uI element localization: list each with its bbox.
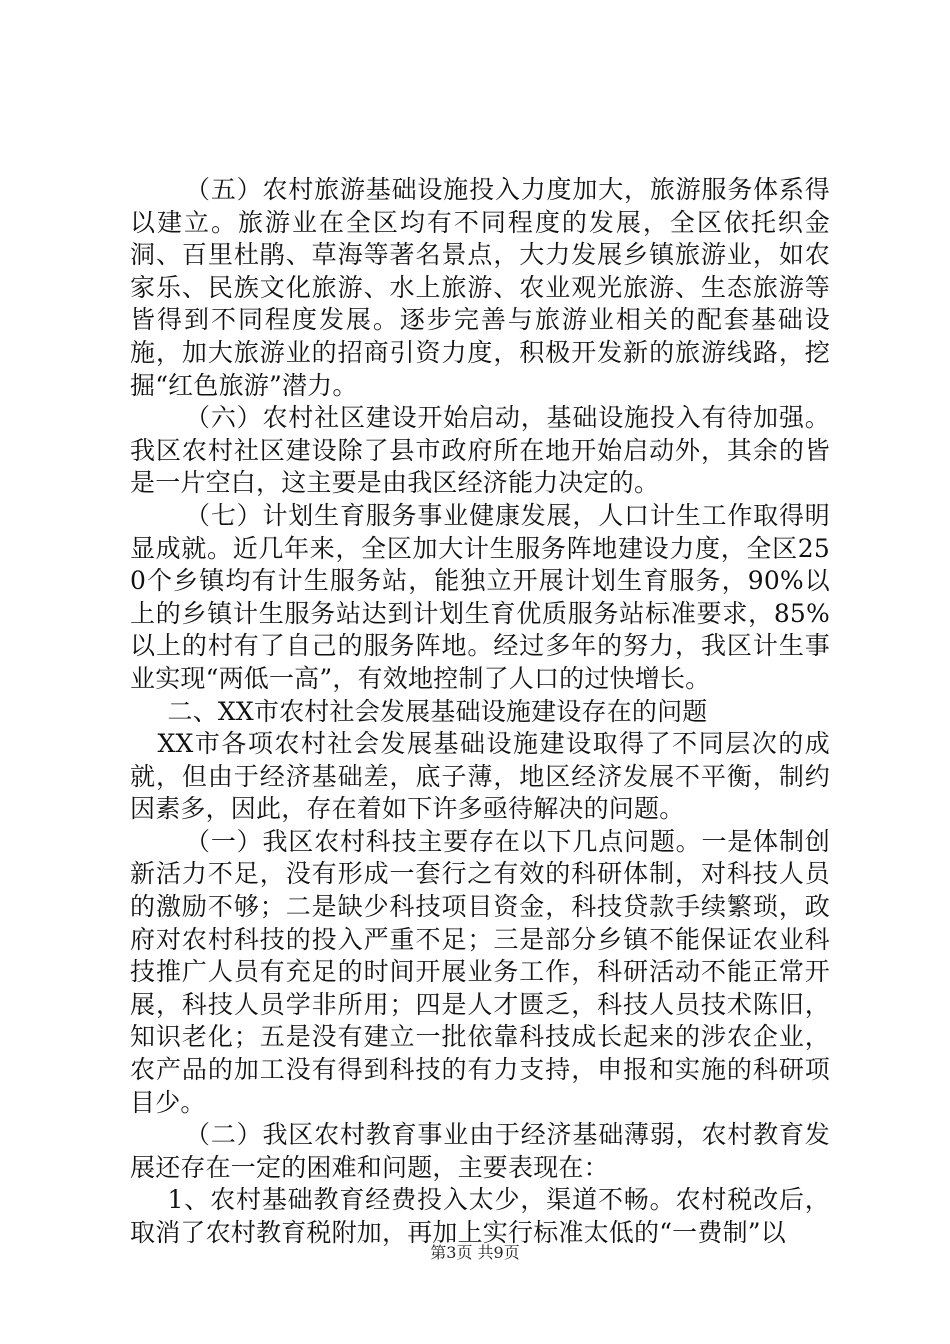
paragraph-family-planning: （七）计划生育服务事业健康发展，人口计生工作取得明显成就。近几年来，全区加大计生服务阵地建设力度，全区250个乡镇均有计生服务站，能独立开展计划生育服务，90%以上的乡镇计生服务站达到计划生育优质服务站标准要求，85%以上的村有了自己的服务阵地。经过多年的努力，我区计生事业实现“两低一高”，有效地控制了人口的过快增长。 <box>130 500 830 693</box>
paragraph-education: （二）我区农村教育事业由于经济基础薄弱，农村教育发展还存在一定的困难和问题，主要表现在： <box>130 1120 830 1182</box>
paragraph-community: （六）农村社区建设开始启动，基础设施投入有待加强。我区农村社区建设除了县市政府所在地开始启动外，其余的皆是一片空白，这主要是由我区经济能力决定的。 <box>130 403 830 498</box>
document-body <box>130 174 830 1250</box>
section-heading-problems: 二、XX市农村社会发展基础设施建设存在的问题 <box>167 696 708 726</box>
paragraph-education-funding: 1、农村基础教育经费投入太少，渠道不畅。农村税改后，取消了农村教育税附加，再加上实行标准太低的“一费制”以 <box>130 1185 830 1247</box>
page-footer: 第3页 共9页 <box>430 1243 520 1262</box>
paragraph-technology: （一）我区农村科技主要存在以下几点问题。一是体制创新活力不足，没有形成一套行之有效的科研体制，对科技人员的激励不够；二是缺少科技项目资金，科技贷款手续繁琐，政府对农村科技的投入严重不足；三是部分乡镇不能保证农业科技推广人员有充足的时间开展业务工作，科研活动不能正常开展，科技人员学非所用；四是人才匮乏，科技人员技术陈旧，知识老化；五是没有建立一批依靠科技成长起来的涉农企业，农产品的加工没有得到科技的有力支持，申报和实施的科研项目少。 <box>130 826 830 1117</box>
paragraph-problems-intro: XX市各项农村社会发展基础设施建设取得了不同层次的成就，但由于经济基础差，底子薄，地区经济发展不平衡，制约因素多，因此，存在着如下许多亟待解决的问题。 <box>130 729 830 824</box>
paragraph-tourism: （五）农村旅游基础设施投入力度加大，旅游服务体系得以建立。旅游业在全区均有不同程度的发展，全区依托织金洞、百里杜鹃、草海等著名景点，大力发展乡镇旅游业，如农家乐、民族文化旅游、水上旅游、农业观光旅游、生态旅游等皆得到不同程度发展。逐步完善与旅游业相关的配套基础设施，加大旅游业的招商引资力度，积极开发新的旅游线路，挖掘“红色旅游”潜力。 <box>130 175 830 400</box>
